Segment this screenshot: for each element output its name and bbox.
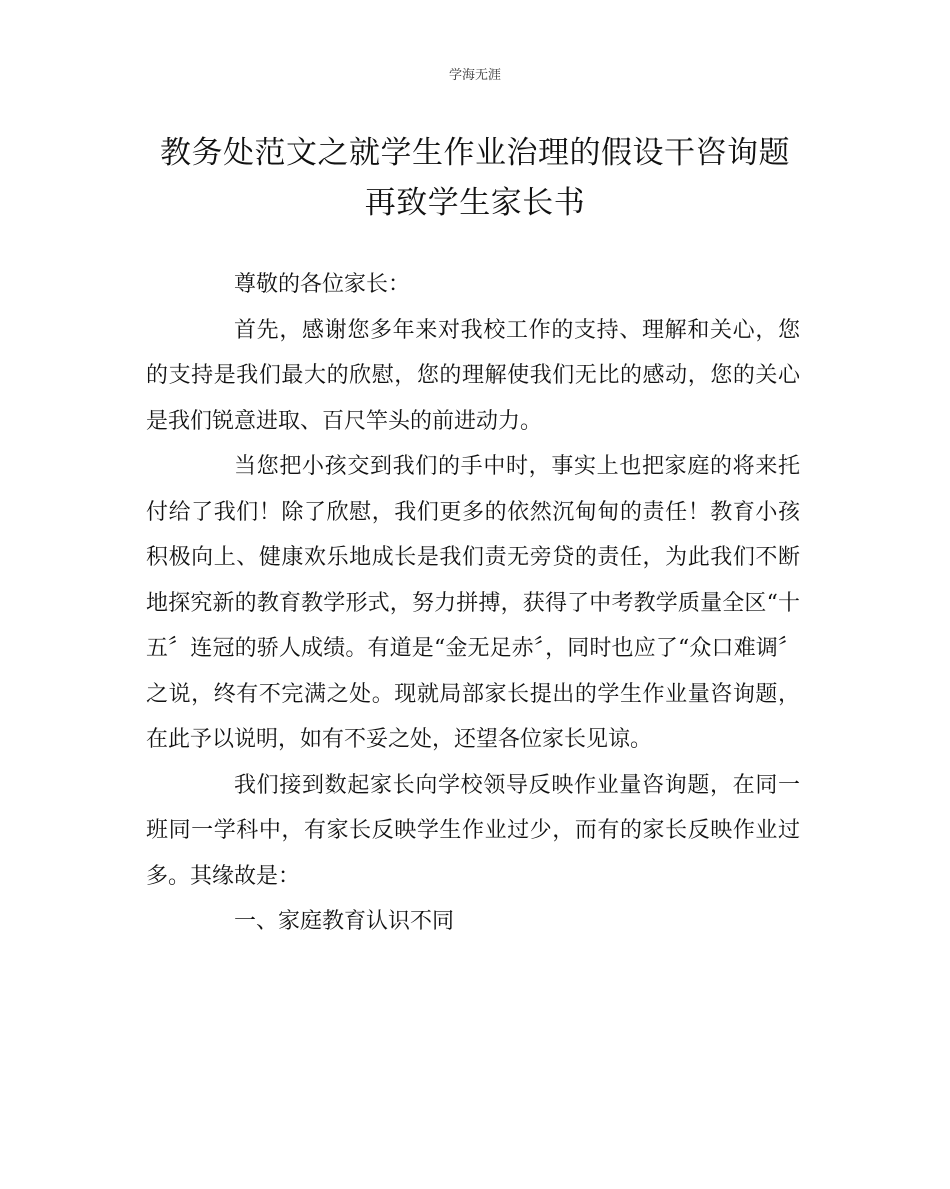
section-heading-1: 一、家庭教育认识不同 <box>234 909 455 934</box>
paragraph-1: 首先，感谢您多年来对我校工作的支持、理解和关心，您的支持是我们最大的欣慰，您的理解使我们无比的感动，您的关心是我们锐意进取、百尺竿头的前进动力。 <box>146 317 800 434</box>
document-body <box>146 262 800 945</box>
paragraph-3: 我们接到数起家长向学校领导反映作业量咨询题，在同一班同一学科中，有家长反映学生作业过少，而有的家长反映作业过多。其缘故是： <box>146 772 800 889</box>
salutation: 尊敬的各位家长： <box>234 272 411 297</box>
document-title: 教务处范文之就学生作业治理的假设干咨询题再致学生家长书 <box>160 135 790 221</box>
paragraph-2: 当您把小孩交到我们的手中时，事实上也把家庭的将来托付给了我们！除了欣慰，我们更多的依然沉甸甸的责任！教育小孩积极向上、健康欢乐地成长是我们责无旁贷的责任，为此我们不断地探究新的教育教学形式，努力拼搏，获得了中考教学质量全区“十五〞连冠的骄人成绩。有道是“金无足赤〞，同时也应了“众口难调〞之说，终有不完满之处。现就局部家长提出的学生作业量咨询题，在此予以说明，如有不妥之处，还望各位家长见谅。 <box>146 454 800 752</box>
page-header: 学海无涯 <box>448 68 501 83</box>
